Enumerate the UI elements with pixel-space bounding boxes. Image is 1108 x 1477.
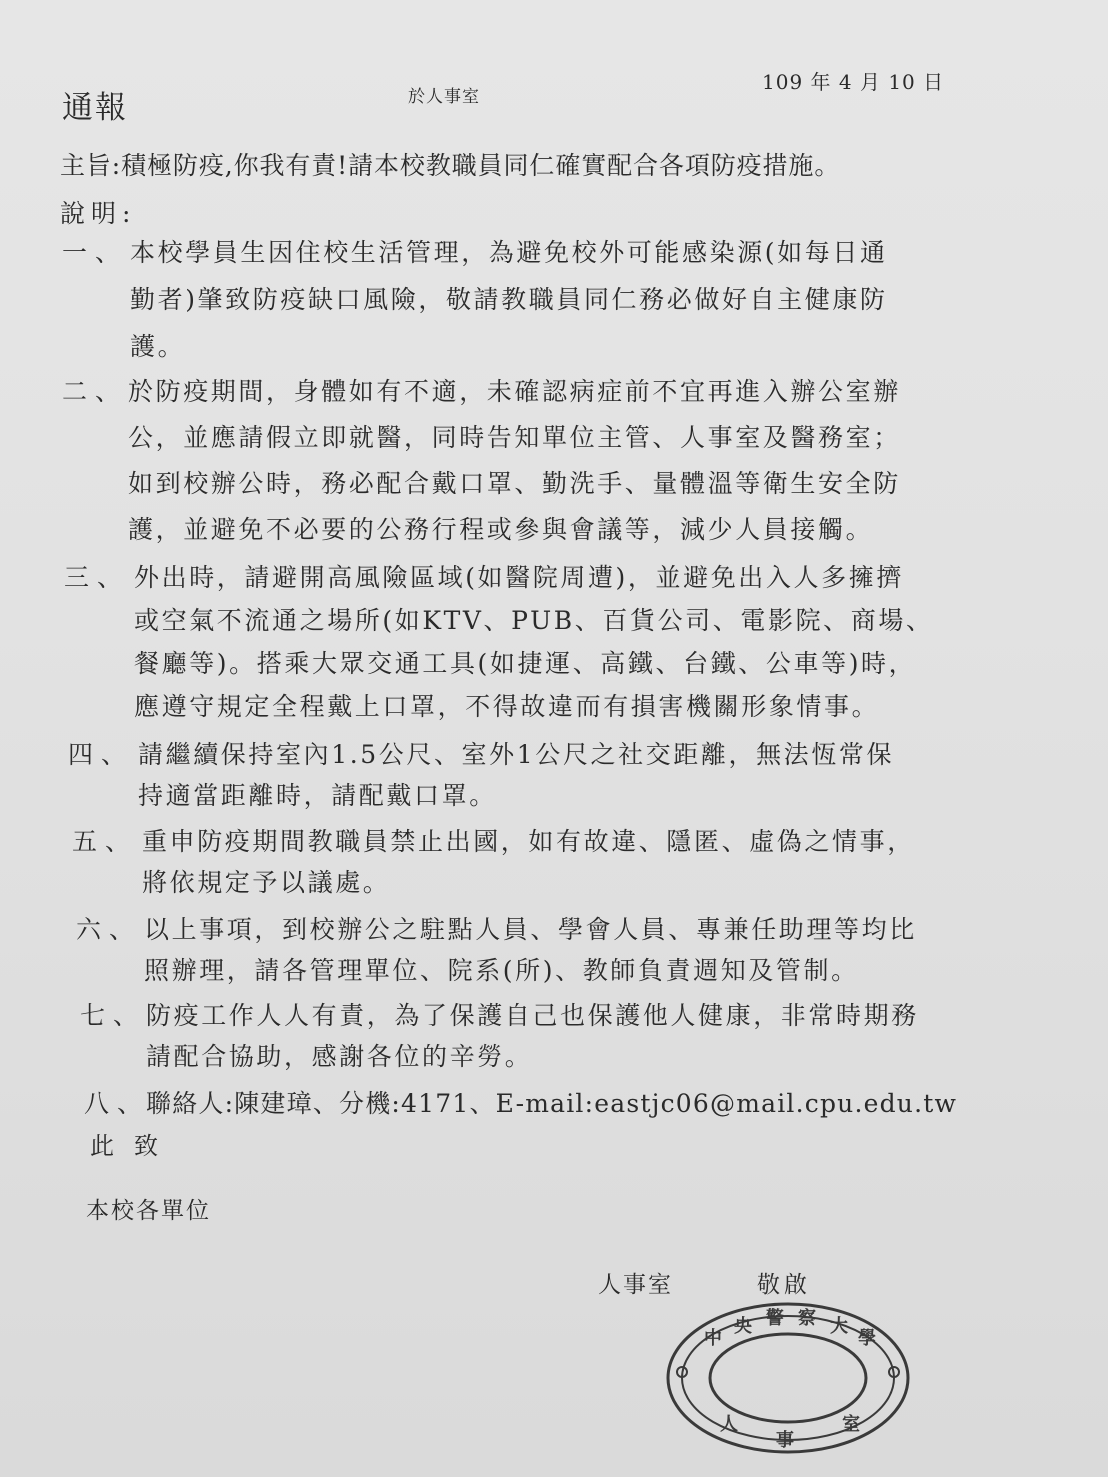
item-number: 二、 bbox=[62, 377, 129, 406]
svg-text:大: 大 bbox=[830, 1316, 848, 1337]
item-line: 將依規定予以議處。 bbox=[142, 868, 391, 897]
sign-off: 敬啟 bbox=[757, 1272, 811, 1298]
svg-text:學: 學 bbox=[858, 1328, 876, 1349]
item-line: 於防疫期間，身體如有不適，未確認病症前不宜再進入辦公室辦 bbox=[128, 377, 901, 406]
svg-text:央: 央 bbox=[734, 1316, 752, 1337]
recipients: 本校各單位 bbox=[86, 1198, 211, 1224]
sender: 人事室 bbox=[598, 1272, 673, 1298]
svg-text:事: 事 bbox=[776, 1430, 794, 1451]
item-number: 一、 bbox=[62, 238, 129, 267]
issuing-office: 於人事室 bbox=[408, 87, 480, 107]
notice-date: 109 年 4 月 10 日 bbox=[762, 70, 945, 94]
item-line: 或空氣不流通之場所(如KTV、PUB、百貨公司、電影院、商場、 bbox=[134, 606, 934, 635]
item-line: 持適當距離時，請配戴口罩。 bbox=[138, 781, 497, 810]
item-line: 應遵守規定全程戴上口罩，不得故違而有損害機關形象情事。 bbox=[134, 692, 880, 721]
svg-text:察: 察 bbox=[798, 1308, 816, 1329]
item-line: 勤者)肇致防疫缺口風險，敬請教職員同仁務必做好自主健康防 bbox=[130, 285, 888, 314]
svg-text:室: 室 bbox=[842, 1414, 860, 1435]
item-number: 八、 bbox=[84, 1089, 151, 1118]
item-number: 三、 bbox=[64, 563, 131, 592]
item-line: 請繼續保持室內1.5公尺、室外1公尺之社交距離，無法恆常保 bbox=[138, 740, 895, 769]
item-line: 本校學員生因住校生活管理，為避免校外可能感染源(如每日通 bbox=[130, 238, 888, 267]
svg-text:人: 人 bbox=[720, 1414, 738, 1435]
item-line: 以上事項，到校辦公之駐點人員、學會人員、專兼任助理等均比 bbox=[144, 915, 917, 944]
item-line: 照辦理，請各管理單位、院系(所)、教師負責週知及管制。 bbox=[144, 956, 859, 985]
official-seal-stamp bbox=[662, 1298, 914, 1458]
explanation-label: 說明: bbox=[60, 199, 137, 228]
item-number: 四、 bbox=[68, 740, 135, 769]
item-line: 如到校辦公時，務必配合戴口罩、勤洗手、量體溫等衛生安全防 bbox=[128, 469, 901, 498]
item-line: 外出時，請避開高風險區域(如醫院周遭)，並避免出入人多擁擠 bbox=[134, 563, 904, 592]
item-number: 六、 bbox=[76, 915, 143, 944]
closing-phrase: 此致 bbox=[90, 1132, 178, 1160]
item-line: 護，並避免不必要的公務行程或參與會議等，減少人員接觸。 bbox=[128, 515, 874, 544]
item-line: 公，並應請假立即就醫，同時告知單位主管、人事室及醫務室； bbox=[128, 423, 901, 452]
contact-line: 聯絡人:陳建璋、分機:4171、E-mail:eastjc06@mail.cpu.edu.tw bbox=[146, 1089, 958, 1118]
item-number: 七、 bbox=[80, 1001, 147, 1030]
item-line: 防疫工作人人有責，為了保護自己也保護他人健康，非常時期務 bbox=[146, 1001, 919, 1030]
item-line: 重申防疫期間教職員禁止出國，如有故違、隱匿、虛偽之情事， bbox=[142, 827, 915, 856]
svg-text:警: 警 bbox=[766, 1308, 784, 1329]
item-line: 請配合協助，感謝各位的辛勞。 bbox=[146, 1042, 533, 1071]
svg-text:中: 中 bbox=[704, 1328, 722, 1349]
subject-line: 主旨:積極防疫,你我有責!請本校教職員同仁確實配合各項防疫措施。 bbox=[60, 151, 841, 180]
notice-title: 通報 bbox=[62, 90, 128, 126]
item-number: 五、 bbox=[72, 827, 139, 856]
item-line: 護。 bbox=[130, 332, 186, 361]
item-line: 餐廳等)。搭乘大眾交通工具(如捷運、高鐵、台鐵、公車等)時， bbox=[134, 649, 917, 678]
